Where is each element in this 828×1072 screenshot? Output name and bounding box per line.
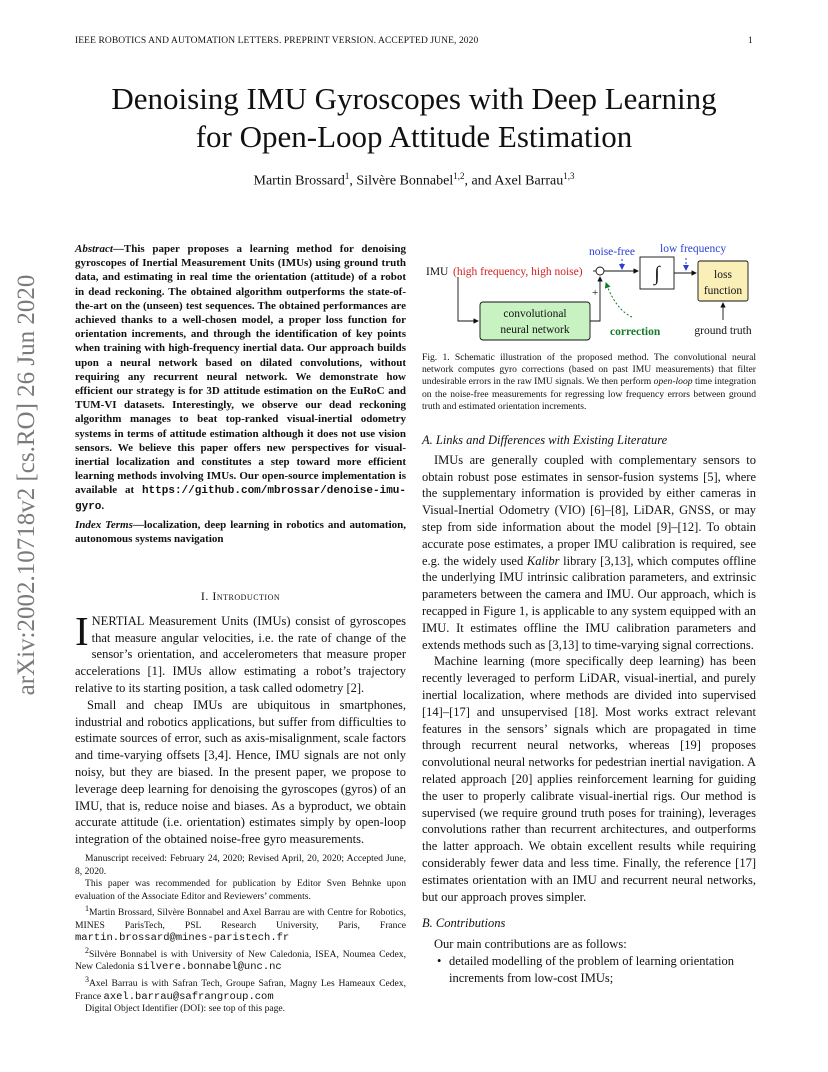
caption-text-1: Schematic illustration of the proposed method. The convolutional neural network computes gyro corrections (based on past IMU measurements) that filter undesirable errors in the raw IMU signals. We then perform: [422, 352, 757, 388]
imu-label: IMU: [426, 266, 449, 278]
footnote-mark: 1: [85, 904, 89, 913]
index-terms: [75, 518, 406, 546]
abstract: [75, 242, 406, 514]
title-line-1: Denoising IMU Gyroscopes with Deep Learning: [111, 81, 717, 116]
correction-arrow: [606, 283, 632, 317]
integral-symbol: ∫: [654, 263, 660, 285]
arxiv-side-stamp: [2, 274, 52, 696]
abstract-end: .: [101, 499, 105, 512]
footnotes: [75, 853, 406, 1016]
sum-node: [596, 267, 604, 275]
figure-caption: [422, 352, 756, 413]
author-list: [0, 171, 828, 190]
cnn-label-line-1: convolutional: [503, 308, 567, 320]
subsection-b-heading: B. Contributions: [422, 916, 506, 931]
subsection-a-heading: A. Links and Differences with Existing Literature: [422, 433, 668, 447]
index-terms-text: localization, deep learning in robotics and automation, autonomous systems navigation: [75, 519, 406, 546]
title-line-2: for Open-Loop Attitude Estimation: [195, 119, 633, 154]
noise-free-label: noise-free: [589, 246, 635, 258]
intro-paragraph-1: [75, 607, 406, 697]
introduction-section: [75, 588, 406, 848]
section-heading: [75, 588, 406, 605]
page-number: 1: [748, 36, 753, 46]
footnote-received: Manuscript received: February 24, 2020; Revised April, 20, 2020; Accepted June, 8, 2020.: [75, 853, 406, 877]
abstract-label: Abstract: [75, 243, 113, 255]
footnote-mark: 2: [85, 945, 89, 955]
imu-to-cnn-line: [458, 277, 478, 321]
email-link[interactable]: axel.barrau@safrangroup.com: [103, 990, 274, 1003]
author-3: Axel Barrau: [494, 173, 564, 189]
intro-caps: NERTIAL: [91, 613, 144, 628]
cnn-to-sum-line: [590, 277, 600, 321]
author-separator: ,: [349, 173, 357, 189]
abstract-dash: —: [112, 243, 124, 255]
author-separator: , and: [464, 173, 495, 189]
section-title: Introduction: [212, 589, 281, 603]
author-2: Silvère Bonnabel: [356, 173, 454, 189]
caption-label: Fig. 1.: [422, 352, 450, 363]
imu-noise-label: (high frequency, high noise): [453, 266, 583, 278]
kalibr-italic: Kalibr: [526, 553, 560, 568]
author-1: Martin Brossard: [253, 173, 345, 189]
intro-paragraph-2: Small and cheap IMUs are ubiquitous in smartphones, industrial and robotics applications, but suffer from difficulties to estimate sources of error, such as axis-misalignment, scale factors and time-varying offsets [3,4]. Hence, IMU signals are not only noisy, but they are biased. In the present paper, we propose to leverage deep learning for denoising the gyroscopes (gyros) of an IMU, that is, reduce noise and biases. As a byproduct, we obtain accurate attitude (i.e. orientation) estimates simply by open-loop integration of the obtained noise-free gyro measurements.: [75, 697, 406, 847]
bullet-icon: •: [437, 953, 442, 968]
correction-label: correction: [610, 326, 661, 338]
caption-italic: open-loop: [653, 376, 693, 388]
cnn-label-line-2: neural network: [500, 324, 570, 336]
footnote-affil-3: [75, 974, 406, 1003]
footnote-text: Silvère Bonnabel is with University of New Caledonia, ISEA, Noumea Cedex, New Caledonia: [75, 948, 406, 973]
running-head: IEEE ROBOTICS AND AUTOMATION LETTERS. PREPRINT VERSION. ACCEPTED JUNE, 2020: [75, 36, 479, 46]
code-url-link[interactable]: https://github.com/mbrossar/denoise-imu-gyro: [75, 485, 406, 513]
secB-intro: Our main contributions are as follows:: [434, 937, 627, 952]
footnote-text: Axel Barrau is with Safran Tech, Groupe Safran, Magny Les Hameaux Cedex, France: [75, 978, 406, 1002]
footnote-affil-1: [75, 903, 406, 945]
drop-cap: I: [75, 607, 89, 654]
index-terms-dash: —: [132, 519, 144, 531]
secA-text-1a: IMUs are generally coupled with complementary sensors to obtain robust pose estimates in sensor-fusion systems [5], where the supplementary information is provided by either cameras in Visual-Inertial Odometry (VIO) [6]–[8], LiDAR, GNSS, or may step from side information about the model [9]–[12]. To obtain accurate pose estimates, a proper IMU calibration is required, see e.g. the widely used: [422, 452, 756, 568]
paper-title: [40, 80, 788, 156]
loss-label-line-1: loss: [714, 269, 732, 281]
email-link[interactable]: silvere.bonnabel@unc.nc: [136, 961, 282, 974]
plus-sign: +: [592, 287, 599, 299]
footnote-mark: 3: [85, 974, 89, 984]
footnote-doi: Digital Object Identifier (DOI): see top of this page.: [85, 1003, 286, 1015]
author-2-affil: 1,2: [453, 171, 465, 181]
email-link[interactable]: martin.brossard@mines-paristech.fr: [75, 932, 290, 945]
secA-paragraph-1: [422, 452, 756, 654]
footnote-text: Martin Brossard, Silvère Bonnabel and Axel Barrau are with Centre for Robotics, MINES ParisTech, PSL Research University, Paris, France: [75, 907, 406, 931]
footnote-affil-2: [75, 945, 406, 974]
caption-text-2: time integration on the noise-free measurements for regressing low frequency errors between ground truth and estimated orientation increments.: [422, 376, 756, 412]
arxiv-stamp-text: arXiv:2002.10718v2 [cs.RO] 26 Jun 2020: [13, 274, 40, 696]
footnote-editor: This paper was recommended for publication by Editor Sven Behnke upon evaluation of the Associate Editor and Reviewers’ comments.: [75, 878, 406, 902]
method-diagram: [420, 240, 760, 345]
intro-text-1: Measurement Units (IMUs) consist of gyroscopes that measure angular velocities, i.e. the rate of change of the sensor’s orientation, and accelerometers that measure proper accelerations [1]. IMUs allow estimating a robot’s trajectory relative to its starting position, a task called odometry [2].: [75, 613, 406, 695]
right-column: [422, 432, 756, 987]
contribution-text: detailed modelling of the problem of learning orientation increments from low-cost IMUs;: [449, 953, 734, 985]
secA-paragraph-2: Machine learning (more specifically deep learning) has been recently leveraged to perform LiDAR, visual-inertial, and purely inertial localization, where methods are divided into supervised [14]–[17] and unsupervised [18]. Most works extract relevant features in the sensors’ signals which are propagated in time through recurrent neural networks, whereas [19] proposes convolutional neural networks for pedestrian inertial navigation. A related approach [20] applies reinforcement learning for guiding the user to properly calibrate visual-inertial rigs. Our method is supervised (we require ground truth poses for training), leverages convolutions rather than recurrent architectures, and outperforms the latter approach. We obtain excellent results while requiring considerably fewer data and less time. Finally, the reference [17] estimates orientation with an IMU and recurrent neural networks, but our approach proves simpler.: [422, 654, 756, 904]
index-terms-label: Index Terms: [75, 519, 133, 531]
author-3-affil: 1,3: [563, 171, 575, 181]
low-frequency-label: low frequency: [660, 243, 727, 255]
author-1-affil: 1: [344, 171, 350, 181]
secA-text-1b: library [3,13], which computes offline the underlying IMU intrinsic calibration parameters, and extrinsic parameters between the camera and IMU. Our approach, which is recapped in Figure 1, is applicable to any system equipped with an IMU. It estimates offline the IMU calibration parameters and extends methods such as [3,13] to time-varying signal corrections.: [422, 553, 756, 652]
loss-label-line-2: function: [703, 285, 743, 297]
ground-truth-label: ground truth: [694, 325, 752, 337]
section-number: I.: [200, 589, 213, 603]
contribution-item: [422, 953, 756, 987]
abstract-text: This paper proposes a learning method for denoising gyroscopes of Inertial Measurement Units (IMUs) using ground truth data, and estimating in real time the orientation (attitude) of a robot in dead reckoning. The obtained algorithm outperforms the state-of-the-art on the (unseen) test sequences. The obtained performances are achieved thanks to a well-chosen model, a proper loss function for orientation increments, and through the identification of key points when training with high-frequency inertial data. Our approach builds upon a neural network based on dilated convolutions, without requiring any recurrent neural network. We demonstrate how efficient our strategy is for 3D attitude estimation on the EuRoC and TUM-VI datasets. Interestingly, we observe our dead reckoning algorithm manages to beat top-ranked visual-inertial odometry systems in terms of attitude estimation although it does not use vision sensors. We believe this paper offers new perspectives for visual-inertial localization and constitutes a step toward more efficient learning methods involving IMUs. Our open-source implementation is available at: [75, 243, 406, 497]
